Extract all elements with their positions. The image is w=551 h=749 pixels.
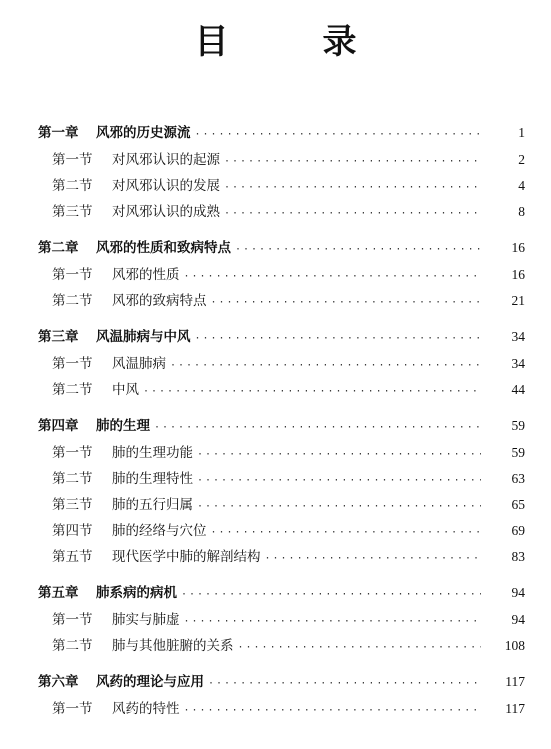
section-number-label: 第四节 [52,523,93,539]
toc-section-entry[interactable] [0,607,551,633]
section-number-label: 第二节 [52,382,93,398]
section-title: 肺与其他脏腑的关系 [112,638,234,654]
section-title: 风邪的致病特点 [112,293,207,309]
toc-chapter-entry[interactable] [0,411,551,440]
dot-leader [235,235,481,264]
toc-section-entry[interactable] [0,377,551,403]
section-page-number: 44 [511,382,525,397]
section-page-number: 21 [511,293,525,308]
section-title: 对风邪认识的成熟 [112,204,220,220]
section-number-label: 第二节 [52,293,93,309]
chapter-number-label: 第三章 [38,329,79,345]
section-number-label: 第一节 [52,267,93,283]
section-page-number: 94 [511,612,525,627]
chapter-page-number: 94 [511,585,525,600]
chapter-number-label: 第一章 [38,125,79,141]
dot-leader [181,580,481,609]
section-page-number: 69 [511,523,525,538]
section-page-number: 2 [518,152,525,167]
dot-leader [211,520,482,546]
toc-section-entry[interactable] [0,696,551,722]
chapter-block [0,233,551,314]
toc-chapter-entry[interactable] [0,578,551,607]
dot-leader [265,546,482,572]
section-number-label: 第一节 [52,445,93,461]
toc-section-entry[interactable] [0,262,551,288]
section-number-label: 第一节 [52,356,93,372]
dot-leader [224,201,481,227]
section-number-label: 第二节 [52,638,93,654]
dot-leader [211,290,482,316]
section-title: 风邪的性质 [112,267,180,283]
page-title: 目 录 [194,22,387,62]
chapter-number-label: 第二章 [38,240,79,256]
chapter-number-label: 第四章 [38,418,79,434]
chapter-page-number: 117 [505,674,525,689]
section-title: 对风邪认识的发展 [112,178,220,194]
dot-leader [208,669,481,698]
section-title: 风温肺病 [112,356,166,372]
dot-leader [143,379,481,405]
section-number-label: 第二节 [52,471,93,487]
dot-leader [195,324,482,353]
chapter-title: 肺的生理 [96,418,150,434]
chapter-title: 风邪的性质和致病特点 [96,240,231,256]
section-title: 对风邪认识的起源 [112,152,220,168]
chapter-block [0,578,551,659]
section-page-number: 59 [511,445,525,460]
section-page-number: 108 [504,638,525,653]
chapter-page-number: 59 [511,418,525,433]
chapter-number-label: 第六章 [38,674,79,690]
dot-leader [170,353,481,379]
section-number-label: 第五节 [52,549,93,565]
toc-section-entry[interactable] [0,518,551,544]
chapter-title: 肺系病的病机 [96,585,177,601]
toc-section-entry[interactable] [0,351,551,377]
section-page-number: 65 [511,497,525,512]
dot-leader [197,442,481,468]
section-number-label: 第一节 [52,701,93,717]
section-page-number: 34 [511,356,525,371]
section-title: 风药的特性 [112,701,180,717]
chapter-block [0,322,551,403]
section-number-label: 第一节 [52,612,93,628]
chapter-number-label: 第五章 [38,585,79,601]
chapter-title: 风药的理论与应用 [96,674,204,690]
chapter-title: 风邪的历史源流 [96,125,191,141]
section-title: 肺的经络与穴位 [112,523,207,539]
chapter-page-number: 16 [511,240,525,255]
section-title: 肺实与肺虚 [112,612,180,628]
toc-section-entry[interactable] [0,173,551,199]
section-page-number: 8 [518,204,525,219]
chapter-page-number: 1 [518,125,525,140]
section-page-number: 83 [511,549,525,564]
section-number-label: 第三节 [52,204,93,220]
section-page-number: 117 [505,701,525,716]
toc-chapter-entry[interactable] [0,118,551,147]
section-number-label: 第三节 [52,497,93,513]
section-page-number: 63 [511,471,525,486]
dot-leader [197,494,481,520]
toc-section-entry[interactable] [0,492,551,518]
section-title: 肺的五行归属 [112,497,193,513]
toc-section-entry[interactable] [0,199,551,225]
chapter-block [0,411,551,570]
dot-leader [184,698,482,724]
toc-chapter-entry[interactable] [0,322,551,351]
chapter-block [0,667,551,722]
chapter-block [0,118,551,225]
table-of-contents [0,118,551,730]
dot-leader [238,635,482,661]
section-number-label: 第二节 [52,178,93,194]
section-title: 肺的生理功能 [112,445,193,461]
section-title: 肺的生理特性 [112,471,193,487]
toc-section-entry[interactable] [0,633,551,659]
section-page-number: 4 [518,178,525,193]
dot-leader [184,264,482,290]
chapter-page-number: 34 [511,329,525,344]
toc-section-entry[interactable] [0,466,551,492]
dot-leader [224,175,481,201]
section-number-label: 第一节 [52,152,93,168]
toc-section-entry[interactable] [0,440,551,466]
toc-chapter-entry[interactable] [0,233,551,262]
section-page-number: 16 [511,267,525,282]
dot-leader [197,468,481,494]
dot-leader [184,609,482,635]
toc-section-entry[interactable] [0,544,551,570]
dot-leader [154,413,481,442]
section-title: 现代医学中肺的解剖结构 [112,549,261,565]
toc-section-entry[interactable] [0,147,551,173]
section-title: 中风 [112,382,139,398]
toc-section-entry[interactable] [0,288,551,314]
dot-leader [195,120,482,149]
dot-leader [224,149,481,175]
chapter-title: 风温肺病与中风 [96,329,191,345]
toc-chapter-entry[interactable] [0,667,551,696]
